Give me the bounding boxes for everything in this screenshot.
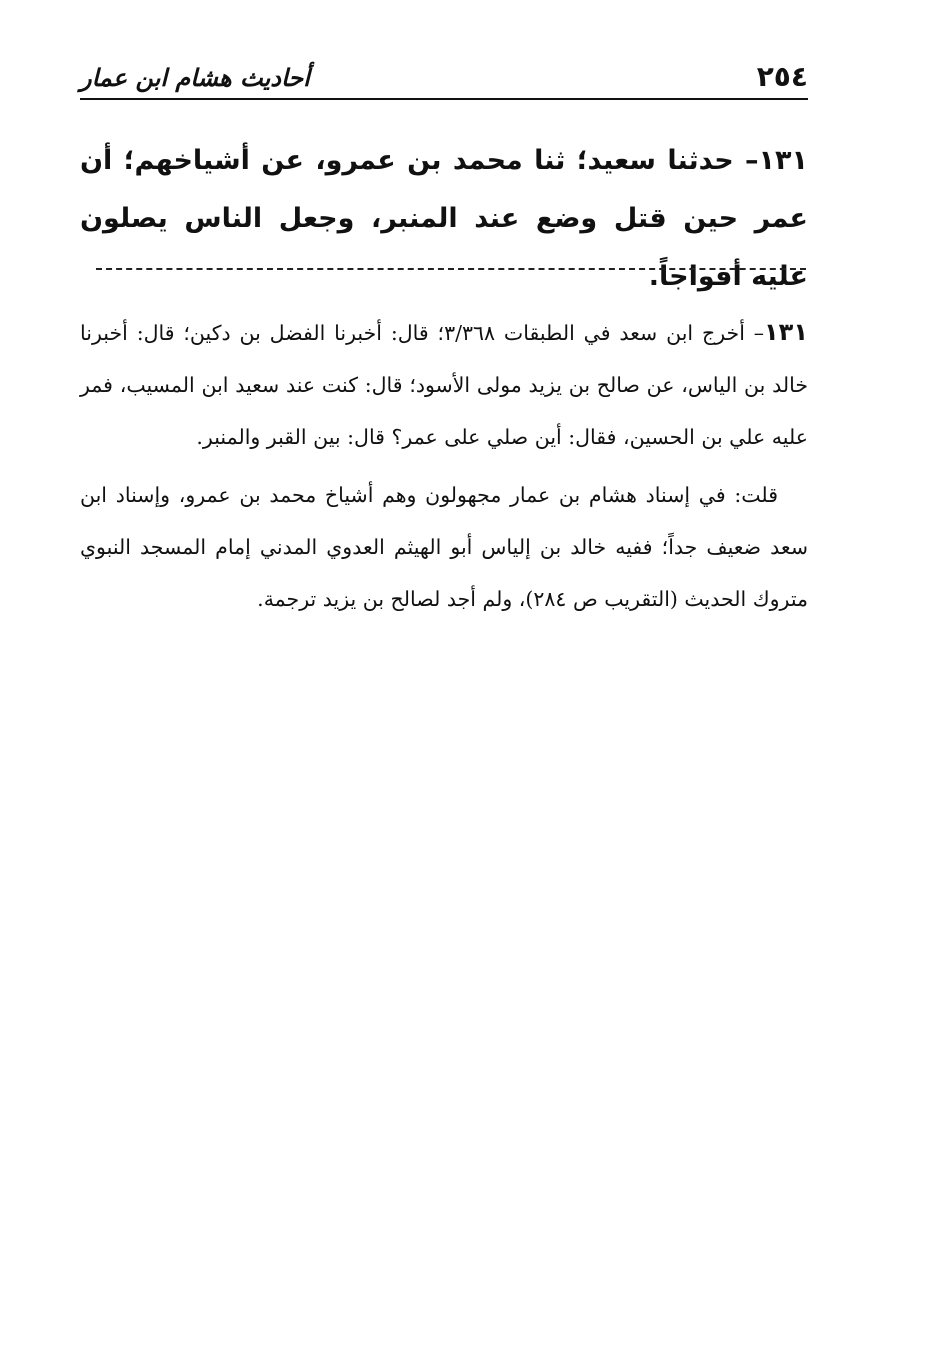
hadith-dash: –: [745, 145, 759, 176]
comment-text: قلت: في إسناد هشام بن عمار مجهولون وهم أشياخ محمد بن عمرو، وإسناد ابن سعد ضعيف جداً؛ ففيه خالد بن إلياس أبو الهيثم العدوي المدني إمام المسجد النبوي متروك الحديث (التقريب ص ٢٨٤)، ولم أجد لصالح بن يزيد ترجمة.: [80, 483, 808, 611]
takhrij-number: ١٣١: [764, 318, 808, 346]
page-header: [80, 58, 808, 100]
running-title: أحاديث هشام ابن عمار: [80, 64, 310, 92]
takhrij-paragraph: [80, 306, 808, 463]
takhrij-text: أخرج ابن سعد في الطبقات ٣/٣٦٨؛ قال: أخبرنا الفضل بن دكين؛ قال: أخبرنا خالد بن الياس، عن صالح بن يزيد مولى الأسود؛ قال: كنت عند سعيد ابن المسيب، فمر عليه علي بن الحسين، فقال: أين صلي على عمر؟ قال: بين القبر والمنبر.: [80, 321, 808, 449]
footnotes-block: [80, 306, 808, 625]
footnote-separator: [96, 268, 806, 270]
hadith-text: حدثنا سعيد؛ ثنا محمد بن عمرو، عن أشياخهم؛ أن عمر حين قتل وضع عند المنبر، وجعل الناس يصلون عليه أفواجاً.: [80, 145, 808, 292]
hadith-number: ١٣١: [758, 145, 808, 176]
comment-paragraph: [80, 469, 808, 625]
page-number: ٢٥٤: [756, 60, 808, 93]
hadith-text-block: [80, 132, 808, 306]
takhrij-dash: –: [753, 321, 765, 345]
